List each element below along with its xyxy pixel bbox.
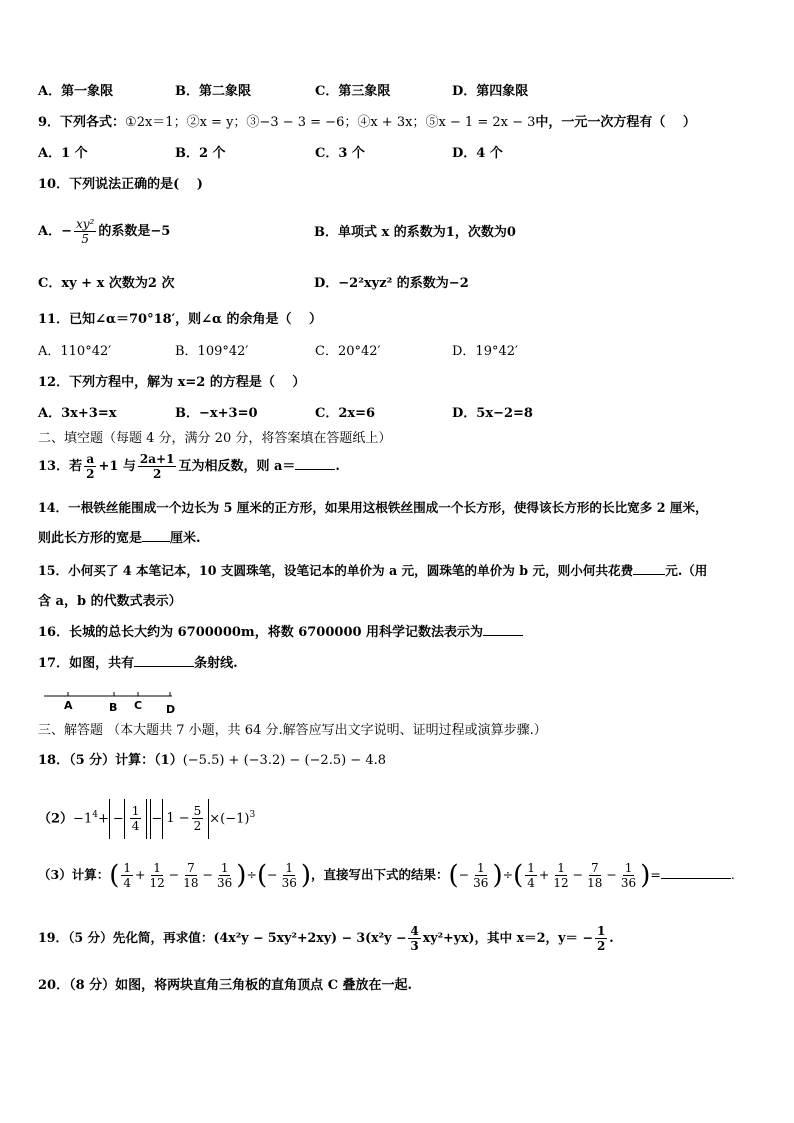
q10-option-a: A．− $\frac{\text{xy²}}{5}$ 的系数是−5 [38,217,171,246]
q12-option-c: C．2x=6 [315,406,376,421]
q13-stem: 13．若 $\frac{a}{2}$ +1 与 $\frac{2a+1}{2}$ 互为相反数，则 a＝ . [38,452,340,481]
q10-stem: 10．下列说法正确的是( ) [38,177,203,192]
label-a: A [64,699,73,712]
section-fill-in-title: 二、填空题（每题 4 分，满分 20 分，将答案填在答题纸上） [38,431,392,446]
q14-answer-blank[interactable] [142,541,170,542]
q15-line2: 含 a，b 的代数式表示） [38,594,182,609]
q8-option-d: D．第四象限 [452,84,529,99]
ray-figure [44,690,184,716]
q11-option-d: D．19°42′ [452,344,518,359]
q11-option-a: A．110°42′ [38,344,112,359]
q8-options [38,83,758,103]
section-answer-title: 三、解答题 （本大题共 7 小题，共 64 分.解答应写出文字说明、证明过程或演算步骤.） [38,723,547,738]
q16-answer-blank[interactable] [483,635,523,636]
q20-stem: 20．（8 分）如图，将两块直角三角板的直角顶点 C 叠放在一起. [38,978,413,993]
q9-option-b: B．2 个 [175,146,226,161]
q15-line1: 15．小何买了 4 本笔记本，10 支圆珠笔，设笔记本的单价为 a 元，圆珠笔的单价为 b 元，则小何共花费 元.（用 [38,563,708,578]
label-c: C [134,699,143,712]
q9-option-c: C．3 个 [315,146,365,161]
q18-part3: （3）计算：( $\frac{1}{4}$ + $\frac{1}{12}$ − $\frac{7}{18}$ − $\frac{1}{36}$ )÷(− $\frac{1}{36}$ )，直接写出下式的结果：(− $\frac{1}{36}$ )÷( $\frac{1}{4}$ + $\frac{1}{12}$ − $\frac{7}{18}$ − $\frac{1}{36}$ )= . [38,860,735,891]
q11-options [38,343,758,363]
q9-stem: 9．下列各式：①2x＝1；②x = y；③−3 − 3 = −6；④x + 3x；⑤x − 1 = 2x − 3中，一元一次方程有（ ） [38,115,696,130]
q10-option-c: C．xy + x 次数为2 次 [38,276,175,291]
q10-options-ab [38,212,758,248]
q18-part1: 18．（5 分）计算：（1）(−5.5) + (−3.2) − (−2.5) − 4.8 [38,753,386,768]
q17-answer-blank[interactable] [134,666,194,667]
q11-stem: 11．已知∠α＝70°18′，则∠α 的余角是（ ） [38,312,323,327]
q17-stem: 17．如图，共有 条射线. [38,656,238,671]
q12-option-b: B．−x+3=0 [175,406,258,421]
q10-options-cd [38,275,758,295]
q11-option-c: C．20°42′ [315,344,381,359]
q9-option-a: A．1 个 [38,146,88,161]
q16-stem: 16．长城的总长大约为 6700000m，将数 6700000 用科学记数法表示为 [38,624,523,642]
label-d: D [166,703,176,716]
q8-option-b: B．第二象限 [175,84,251,99]
q10-option-d: D．−2²xyz² 的系数为−2 [314,276,469,291]
q14-line1: 14．一根铁丝能围成一个边长为 5 厘米的正方形，如果用这根铁丝围成一个长方形，使得该长方形的长比宽多 2 厘米， [38,500,708,515]
q19-stem: 19．（5 分）先化简，再求值：(4x²y − 5xy²+2xy) − 3(x²y − $\frac{4}{3}$ xy²+yx)，其中 x＝2，y＝ − $\frac{1}{2}$ . [38,924,614,953]
label-b: B [109,701,118,714]
q12-stem: 12．下列方程中，解为 x=2 的方程是（ ） [38,375,306,390]
q11-option-b: B．109°42′ [175,344,249,359]
q12-option-a: A．3x+3=x [38,406,117,421]
q13-answer-blank[interactable] [295,469,335,470]
q12-option-d: D．5x−2=8 [452,406,533,421]
q10-option-b: B．单项式 x 的系数为1，次数为0 [314,225,516,240]
q9-options [38,145,758,165]
q14-line2: 则此长方形的宽是 厘米. [38,531,201,546]
q15-answer-blank[interactable] [633,574,665,575]
q12-options [38,405,758,425]
q18-part2: $(2)-1^4+$ − $\frac{1}{4}$ − 1 − $\frac{5}{2}$ $\times(-1)^3$ [38,795,255,839]
q8-option-a: A．第一象限 [38,84,114,99]
q8-option-c: C．第三象限 [315,84,391,99]
q18-answer-blank[interactable] [661,878,731,879]
q9-option-d: D．4 个 [452,146,503,161]
